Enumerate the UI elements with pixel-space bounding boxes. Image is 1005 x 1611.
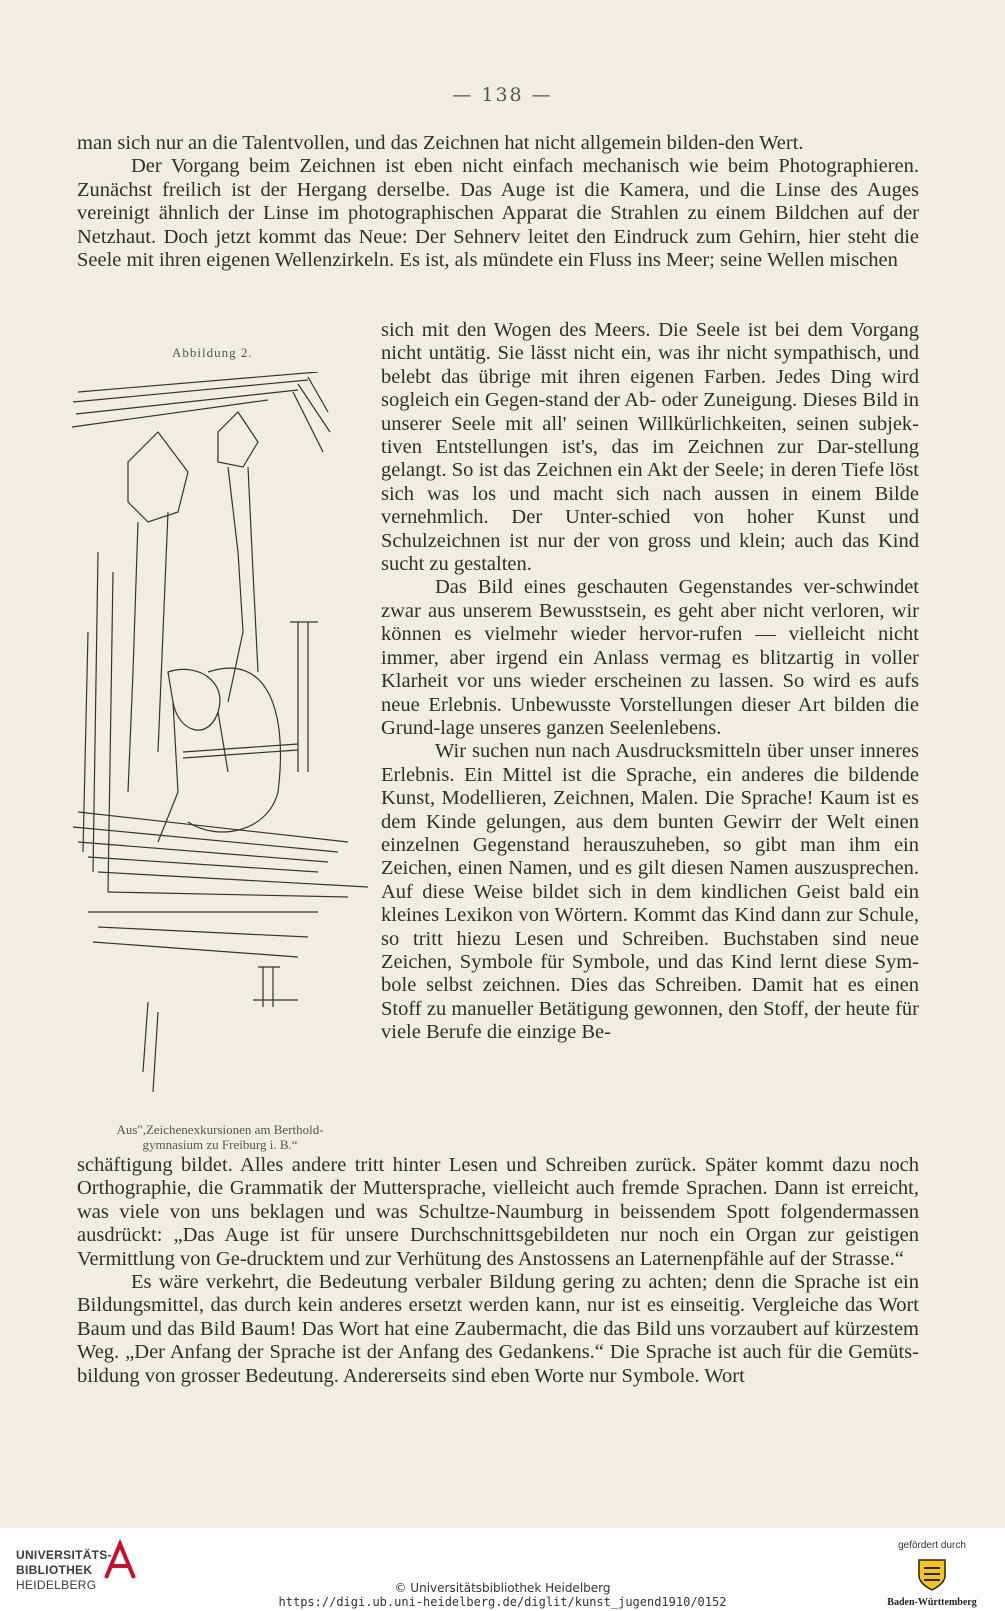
copyright-notice: © Universitätsbibliothek Heidelberg	[394, 1581, 611, 1595]
pen-drawing-illustration	[68, 372, 368, 1110]
sponsor-name: Baden-Württemberg	[887, 1597, 977, 1608]
caption-line: gymnasium zu Freiburg i. B.“	[142, 1137, 298, 1152]
paragraph: Es wäre verkehrt, die Bedeutung verbaler Bildung gering zu achten; denn die Sprache ist ein Bildungsmittel, das durch kein anderes ersetzt werden kann, nur ist es einseitig. Vergleiche das Wort Baum und das Bild Baum! Das Wort hat eine Zaubermacht, die das Bild uns vorzaubert auf kürzestem Weg. „Der Anfang der Sprache ist der Anfang des Gedankens.“ Die Sprache ist auch für die Gemüts-bildung von grosser Bedeutung. Andererseits sind eben Worte nur Symbole. Wort	[77, 1271, 919, 1387]
library-emblem-icon	[100, 1538, 142, 1584]
logo-text: HEIDELBERG	[16, 1578, 97, 1592]
sponsor-label: gefördert durch	[898, 1540, 966, 1551]
page-number: — 138 —	[452, 84, 553, 106]
figure-label: Abbildung 2.	[172, 345, 253, 360]
sponsor-block[interactable]	[877, 1540, 987, 1608]
paragraph: sich mit den Wogen des Meers. Die Seele ist bei dem Vorgang nicht untätig. Sie lässt nicht ein, was ihr nicht sympathisch, und belebt das übrige mit ihren eigenen Farben. Jedes Ding wird sogleich ein Gegen-stand der Ab- oder Zuneigung. Dieses Bild in unserer Seele mit all' seinen Willkürlichkeiten, seinen subjek-tiven Entstellungen ist's, das im Zeichnen zur Dar-stellung gelangt. So ist das Zeichnen ein Akt der Seele; in deren Tiefe löst sich was los und macht sich nach aussen in einem Bilde vernehmlich. Der Unter-schied von hoher Kunst und Schulzeichnen ist nur der von gross und klein; auch das Kind sucht zu gestalten.	[381, 319, 919, 576]
paragraph: schäftigung bildet. Alles andere tritt hinter Lesen und Schreiben zurück. Später kommt dazu noch Orthographie, die Grammatik der Muttersprache, vielleicht auch fremde Sprachen. Dann ist erreicht, was viele von uns beklagen und was Schultze-Naumburg in beissendem Spott folgendermassen ausdrückt: „Das Auge ist für unsere Durchschnittsgebildeten nur noch ein Organ zur geistigen Vermittlung von Ge-drucktem und zur Verhütung des Anstossens an Laternenpfähle auf der Strasse.“	[77, 1154, 919, 1270]
paragraph: man sich nur an die Talentvollen, und das Zeichnen hat nicht allgemein bilden-den Wert.	[77, 132, 804, 154]
figure-caption	[75, 1122, 365, 1152]
bottom-text-block	[77, 1154, 919, 1388]
right-column-text	[381, 319, 919, 1045]
paragraph: Der Vorgang beim Zeichnen ist eben nicht einfach mechanisch wie beim Photographieren. Zunächst freilich ist der Hergang derselbe. Das Auge ist die Kamera, und die Linse des Auges vereinigt ähnlich der Linse im photographischen Apparat die Strahlen zu einem Bildchen auf der Netzhaut. Doch jetzt kommt das Neue: Der Sehnerv leitet den Eindruck zum Gehirn, hier steht die Seele mit ihren eigenen Wellenzirkeln. Es ist, als mündete ein Fluss ins Meer; seine Wellen mischen	[77, 155, 919, 272]
footer-bar	[0, 1528, 1005, 1611]
paragraph: Das Bild eines geschauten Gegenstandes ver-schwindet zwar aus unserem Bewusstsein, es geht aber nicht verloren, wir können es vielmehr wieder hervor-rufen — vielleicht nicht immer, aber irgend ein Anlass vermag es blitzartig in voller Klarheit vor uns wieder erscheinen zu lassen. So wird es aufs neue Erlebnis. Unbewusste Vorstellungen dieser Art bilden die Grund-lage unseres ganzen Seelenlebens.	[381, 576, 919, 739]
top-text-block	[77, 132, 919, 272]
paragraph: Wir suchen nun nach Ausdrucksmitteln über unser inneres Erlebnis. Ein Mittel ist die Sprache, ein anderes die bildende Kunst, Modellieren, Zeichnen, Malen. Die Sprache! Kaum ist es dem Kinde gelungen, aus dem bunten Gewirr der Welt einen einzelnen Gegenstand herauszuheben, so gibt man ihm ein Zeichen, einen Namen, und es gilt diesen Namen auszusprechen. Auf diese Weise bildet sich in dem kindlichen Geist bald ein kleines Lexikon von Wörtern. Kommt das Kind dann zur Schule, so tritt hiezu Lesen und Schreiben. Buchstaben sind neue Zeichen, Symbole für Symbole, und das Kind lernt diese Sym-bole selbst zeichnen. Dies das Schreiben. Damit hat es einen Stoff zu manueller Betätigung gewonnen, den Stoff, der heute für viele Berufe die einzige Be-	[381, 740, 919, 1044]
logo-text: UNIVERSITÄTS-	[16, 1548, 112, 1562]
state-crest-icon	[915, 1556, 949, 1592]
caption-line: Aus",Zeichenexkursionen am Berthold-	[116, 1122, 324, 1137]
logo-text: BIBLIOTHEK	[16, 1563, 93, 1577]
permalink-url[interactable]: https://digi.ub.uni-heidelberg.de/diglit/kunst_jugend1910/0152	[278, 1595, 727, 1609]
